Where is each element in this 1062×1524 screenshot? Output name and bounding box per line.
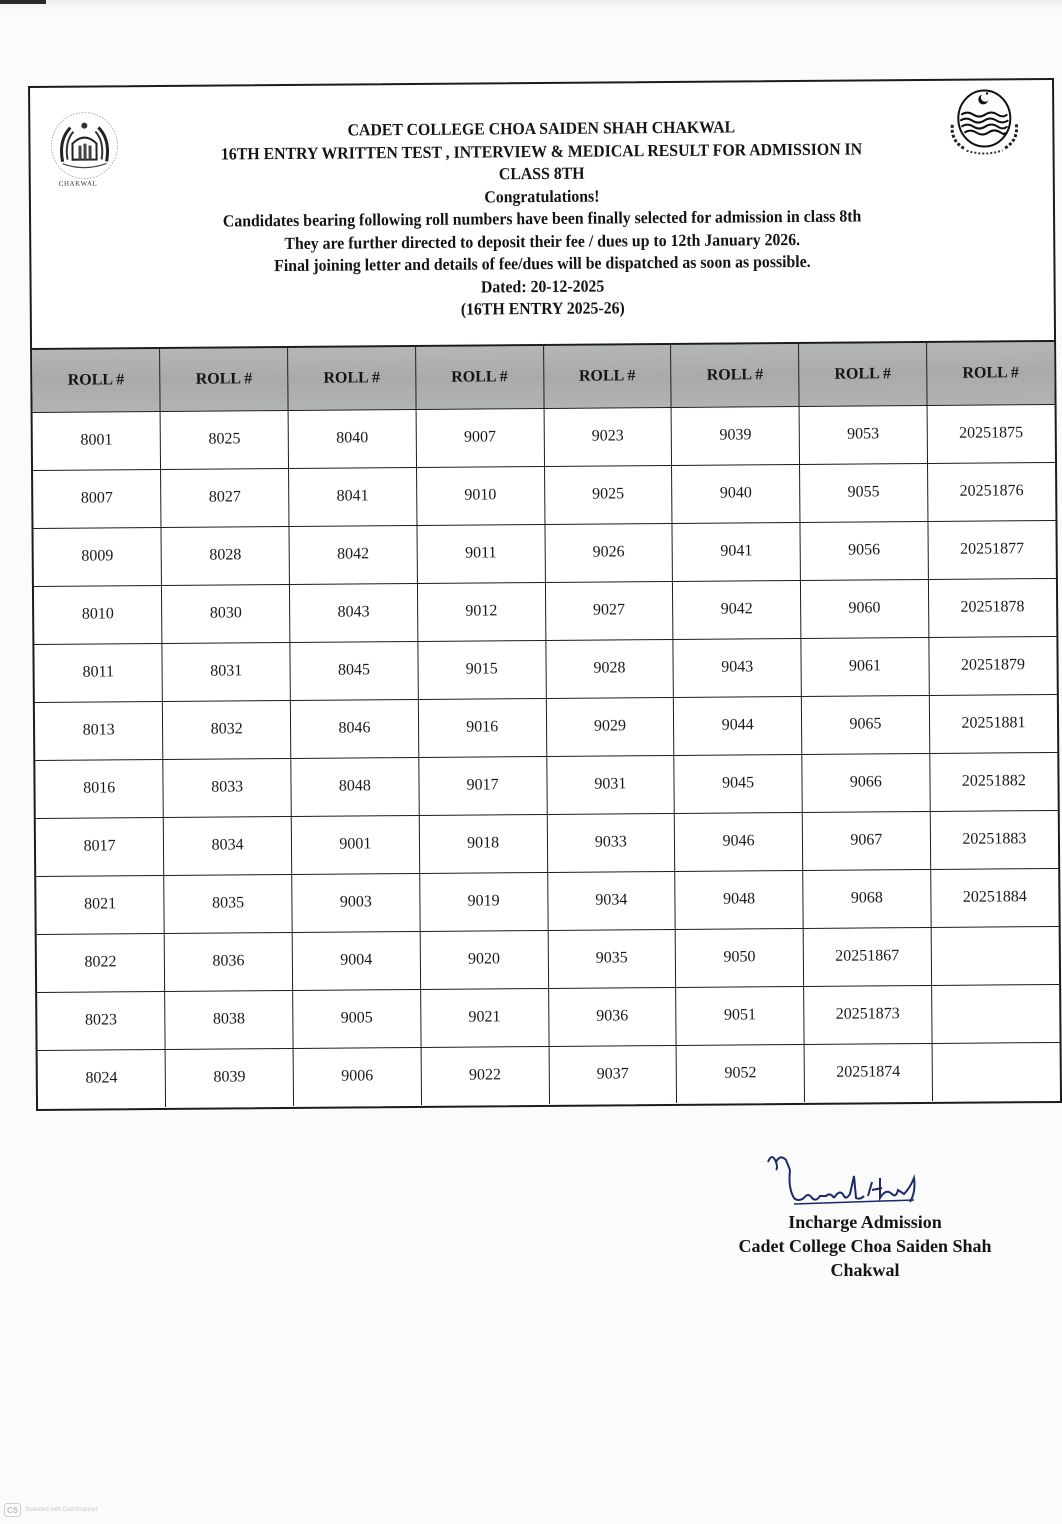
roll-number-cell: 8033 <box>163 758 291 817</box>
roll-number-cell: 9003 <box>292 873 420 932</box>
camscanner-logo-icon: CS <box>4 1503 21 1517</box>
table-row <box>33 404 1055 470</box>
table-row <box>35 752 1057 818</box>
column-header: ROLL # <box>799 343 927 406</box>
roll-number-table <box>32 342 1060 1108</box>
table-row <box>38 1042 1060 1108</box>
roll-number-cell: 9035 <box>548 929 676 988</box>
table-row <box>33 520 1055 586</box>
signatory-location: Chakwal <box>830 1260 900 1280</box>
roll-number-cell: 9007 <box>416 408 544 467</box>
roll-number-cell: 9036 <box>548 987 676 1046</box>
roll-number-cell: 9012 <box>417 582 545 641</box>
roll-number-cell: 9065 <box>801 695 929 754</box>
fee-deadline-notice: They are further directed to deposit their fee / dues up to 12th January 2026. <box>284 229 801 253</box>
roll-number-cell: 9025 <box>544 465 672 524</box>
roll-number-cell: 8016 <box>35 759 163 818</box>
scan-top-shadow <box>0 0 1062 10</box>
roll-number-cell: 9067 <box>802 811 930 870</box>
roll-number-cell: 8048 <box>291 757 419 816</box>
roll-number-cell: 8046 <box>290 699 418 758</box>
roll-number-cell: 9040 <box>672 464 800 523</box>
roll-number-cell: 9010 <box>416 466 544 525</box>
congratulations-text: Congratulations! <box>484 186 600 206</box>
roll-number-cell: 8031 <box>162 642 290 701</box>
roll-number-cell: 9053 <box>799 405 927 464</box>
selection-notice: Candidates bearing following roll numbers have been finally selected for admission in class 8th <box>222 206 862 231</box>
roll-number-cell: 9044 <box>674 696 802 755</box>
roll-number-cell: 9041 <box>672 522 800 581</box>
roll-number-cell: 9023 <box>544 407 672 466</box>
roll-number-cell: 9017 <box>419 756 547 815</box>
notice-date: Dated: 20-12-2025 <box>480 276 605 296</box>
roll-number-cell: 20251883 <box>930 810 1058 869</box>
roll-number-cell: 8009 <box>33 527 161 586</box>
column-header: ROLL # <box>415 346 543 409</box>
roll-number-cell: 9045 <box>674 754 802 813</box>
roll-number-cell: 9001 <box>291 815 419 874</box>
roll-number-cell: 8045 <box>290 641 418 700</box>
roll-number-cell: 9048 <box>675 870 803 929</box>
roll-number-cell: 20251878 <box>928 578 1056 637</box>
table-row <box>37 984 1059 1050</box>
roll-number-cell: 8034 <box>164 816 292 875</box>
roll-number-cell: 8023 <box>37 991 165 1050</box>
college-crest-icon <box>48 109 121 182</box>
watermark-text: Scanned with CamScanner <box>25 1507 98 1513</box>
punjab-government-emblem-icon <box>944 80 1025 161</box>
roll-number-cell: 8011 <box>34 643 162 702</box>
roll-number-cell <box>932 1042 1060 1101</box>
roll-number-cell: 8022 <box>37 933 165 992</box>
roll-number-cell: 8024 <box>38 1049 166 1108</box>
roll-number-cell: 9021 <box>420 988 548 1047</box>
roll-number-cell: 9019 <box>419 872 547 931</box>
roll-number-cell: 8032 <box>163 700 291 759</box>
roll-number-cell: 8028 <box>161 526 289 585</box>
roll-number-cell: 9015 <box>418 640 546 699</box>
roll-number-cell: 20251867 <box>803 927 931 986</box>
roll-number-cell: 9011 <box>417 524 545 583</box>
roll-number-cell: 9068 <box>803 869 931 928</box>
entry-session: (16TH ENTRY 2025-26) <box>460 298 625 319</box>
roll-number-cell: 8035 <box>164 874 292 933</box>
roll-number-cell: 8038 <box>165 990 293 1049</box>
table-row <box>34 578 1056 644</box>
roll-number-cell: 9031 <box>546 755 674 814</box>
roll-number-cell: 8039 <box>165 1048 293 1107</box>
roll-number-cell: 9061 <box>801 637 929 696</box>
column-header: ROLL # <box>543 345 671 408</box>
roll-number-cell: 20251873 <box>804 985 932 1044</box>
roll-number-cell: 9037 <box>549 1045 677 1104</box>
roll-number-cell: 8043 <box>289 583 417 642</box>
column-header: ROLL # <box>160 348 288 411</box>
table-row <box>34 636 1056 702</box>
roll-number-cell: 8040 <box>288 409 416 468</box>
roll-number-cell <box>931 984 1059 1043</box>
table-row <box>33 462 1055 528</box>
column-header: ROLL # <box>32 349 160 412</box>
roll-number-cell: 9004 <box>292 931 420 990</box>
table-row <box>36 868 1058 934</box>
roll-number-cell: 8017 <box>36 817 164 876</box>
roll-number-cell: 20251874 <box>804 1043 932 1102</box>
roll-number-cell: 9006 <box>293 1047 421 1106</box>
roll-number-cell: 9043 <box>673 638 801 697</box>
roll-number-cell: 20251884 <box>930 868 1058 927</box>
roll-number-cell: 8036 <box>164 932 292 991</box>
roll-number-cell: 20251876 <box>927 462 1055 521</box>
result-notice-frame <box>28 78 1062 1111</box>
roll-number-cell: 8027 <box>161 468 289 527</box>
roll-number-cell: 20251882 <box>930 752 1058 811</box>
column-header: ROLL # <box>671 344 799 407</box>
roll-number-cell: 20251881 <box>929 694 1057 753</box>
roll-number-cell: 8001 <box>33 411 161 470</box>
handwritten-signature-icon <box>764 1148 954 1210</box>
signatory-role: Incharge Admission <box>788 1212 942 1232</box>
roll-number-cell: 9022 <box>421 1046 549 1105</box>
roll-number-cell: 8025 <box>160 410 288 469</box>
roll-number-cell: 9052 <box>676 1044 804 1103</box>
roll-number-cell: 9056 <box>800 521 928 580</box>
roll-number-cell: 8042 <box>289 525 417 584</box>
roll-number-cell: 8007 <box>33 469 161 528</box>
signature-block <box>720 1148 1010 1282</box>
crest-caption: CHAKWAL <box>58 179 98 188</box>
roll-number-cell: 9029 <box>546 697 674 756</box>
roll-number-cell: 9016 <box>418 698 546 757</box>
roll-number-cell: 8013 <box>35 701 163 760</box>
roll-number-cell: 9046 <box>674 812 802 871</box>
roll-number-cell: 20251875 <box>927 404 1055 463</box>
roll-number-cell: 9060 <box>800 579 928 638</box>
result-class: CLASS 8TH <box>498 163 585 184</box>
column-header: ROLL # <box>926 342 1054 405</box>
roll-number-cell <box>931 926 1059 985</box>
roll-number-cell: 9039 <box>671 406 799 465</box>
joining-letter-notice: Final joining letter and details of fee/dues will be dispatched as soon as possible. <box>274 251 811 276</box>
table-row <box>36 810 1058 876</box>
roll-number-cell: 9051 <box>676 986 804 1045</box>
roll-number-cell: 8021 <box>36 875 164 934</box>
roll-number-cell: 20251879 <box>929 636 1057 695</box>
column-header: ROLL # <box>288 347 416 410</box>
roll-number-cell: 9027 <box>545 581 673 640</box>
roll-number-cell: 9033 <box>547 813 675 872</box>
result-subtitle: 16TH ENTRY WRITTEN TEST , INTERVIEW & MEDICAL RESULT FOR ADMISSION IN <box>220 138 863 164</box>
roll-number-cell: 9020 <box>420 930 548 989</box>
roll-number-cell: 8010 <box>34 585 162 644</box>
roll-number-cell: 9026 <box>544 523 672 582</box>
notice-header <box>30 80 1054 350</box>
table-body <box>33 404 1060 1108</box>
roll-number-cell: 9028 <box>545 639 673 698</box>
college-title: CADET COLLEGE CHOA SAIDEN SHAH CHAKWAL <box>347 117 736 140</box>
roll-number-cell: 9018 <box>419 814 547 873</box>
roll-number-cell: 9005 <box>293 989 421 1048</box>
roll-number-cell: 9034 <box>547 871 675 930</box>
table-header-row <box>32 342 1054 412</box>
roll-number-cell: 8041 <box>289 467 417 526</box>
scan-edge-mark <box>0 0 46 4</box>
notice-heading-block <box>196 115 888 323</box>
scanner-watermark <box>4 1503 98 1517</box>
signatory-institution: Cadet College Choa Saiden Shah <box>738 1236 992 1256</box>
table-row <box>35 694 1057 760</box>
roll-number-cell: 20251877 <box>928 520 1056 579</box>
roll-number-cell: 9042 <box>673 580 801 639</box>
roll-number-cell: 9055 <box>800 463 928 522</box>
roll-number-cell: 9050 <box>675 928 803 987</box>
roll-number-cell: 9066 <box>802 753 930 812</box>
roll-number-cell: 8030 <box>162 584 290 643</box>
table-row <box>37 926 1059 992</box>
